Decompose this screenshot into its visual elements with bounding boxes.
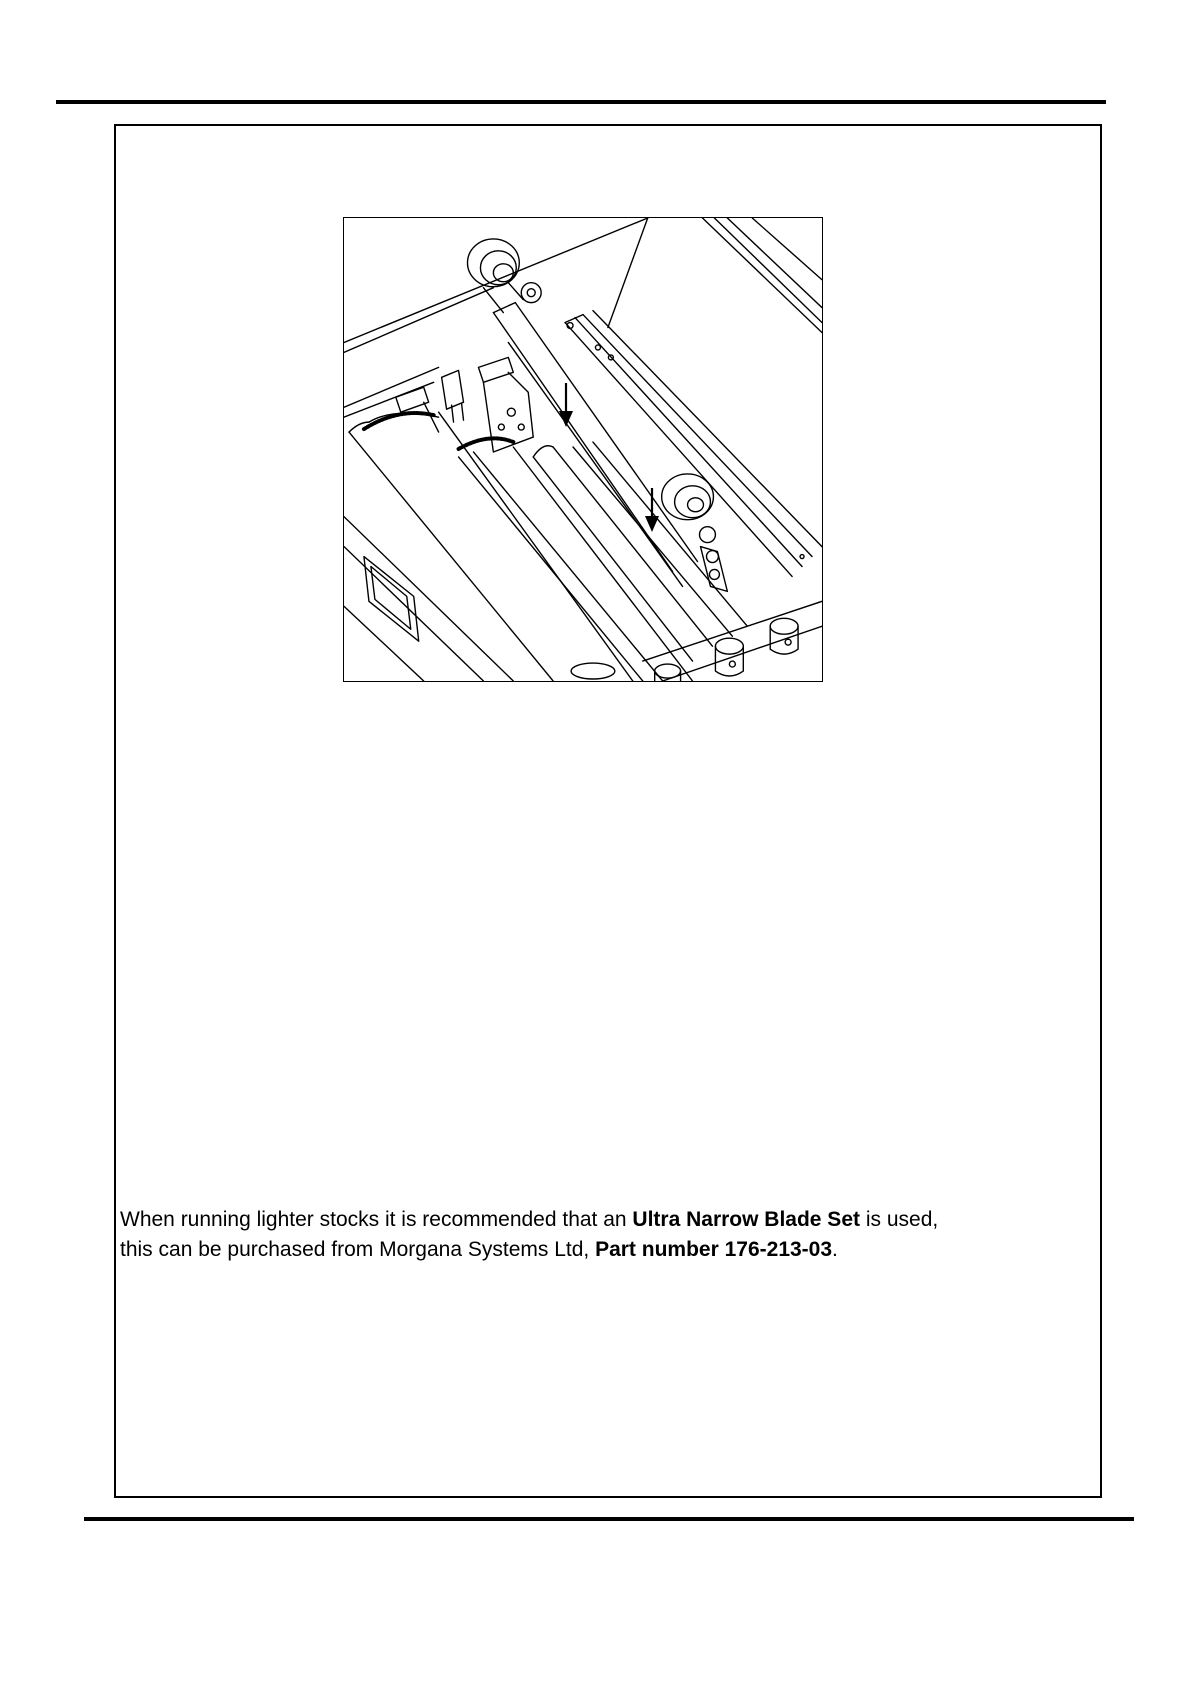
note-line-2: this can be purchased from Morgana Systems Ltd, Part number 176-213-03. [120, 1238, 838, 1261]
footer-rule [84, 1517, 1134, 1521]
product-name: Ultra Narrow Blade Set [632, 1208, 860, 1231]
header-rule [56, 100, 1106, 104]
machine-illustration [343, 217, 823, 682]
down-arrow-icon [642, 488, 662, 533]
note-line-1: When running lighter stocks it is recommended that an Ultra Narrow Blade Set is used, [120, 1208, 939, 1231]
down-arrow-icon [556, 383, 576, 428]
part-number: Part number 176-213-03 [595, 1238, 833, 1261]
blade-set-note [120, 1205, 1090, 1265]
